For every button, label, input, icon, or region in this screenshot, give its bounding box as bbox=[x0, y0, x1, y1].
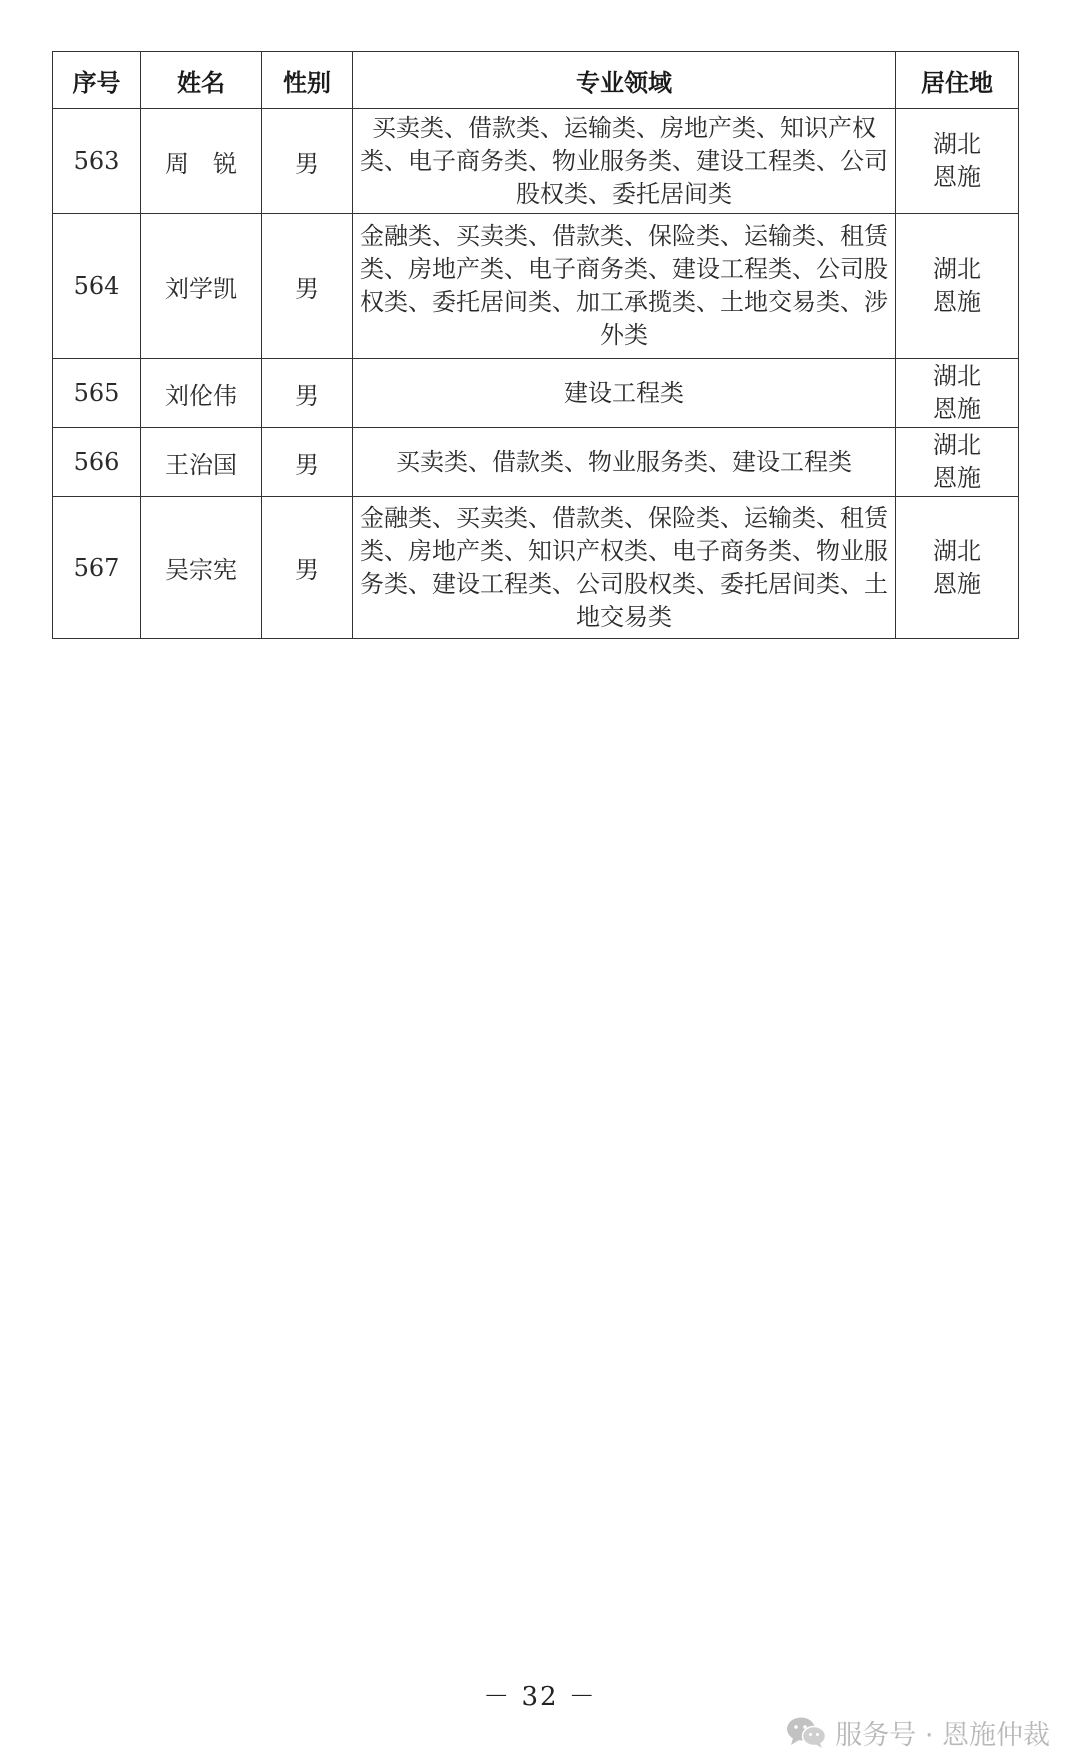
arbitrator-table bbox=[52, 51, 1019, 639]
table-row bbox=[53, 428, 1019, 497]
row-name: 刘学凯 bbox=[141, 214, 262, 359]
row-fields: 买卖类、借款类、运输类、房地产类、知识产权类、电子商务类、物业服务类、建设工程类、公司股权类、委托居间类 bbox=[353, 109, 896, 214]
residence-province: 湖北 bbox=[933, 536, 981, 565]
table-row bbox=[53, 359, 1019, 428]
row-number: 564 bbox=[53, 214, 141, 359]
row-fields: 金融类、买卖类、借款类、保险类、运输类、租赁类、房地产类、电子商务类、建设工程类、公司股权类、委托居间类、加工承揽类、土地交易类、涉外类 bbox=[353, 214, 896, 359]
row-name: 吴宗宪 bbox=[141, 497, 262, 639]
row-residence bbox=[896, 214, 1019, 359]
wechat-icon bbox=[785, 1715, 827, 1749]
header-residence: 居住地 bbox=[896, 52, 1019, 109]
row-number: 567 bbox=[53, 497, 141, 639]
row-name: 周 锐 bbox=[141, 109, 262, 214]
row-gender: 男 bbox=[262, 359, 353, 428]
row-gender: 男 bbox=[262, 497, 353, 639]
residence-city: 恩施 bbox=[933, 395, 981, 423]
table-row bbox=[53, 497, 1019, 639]
page-number: － 32 － bbox=[483, 1682, 597, 1712]
residence-province: 湖北 bbox=[933, 255, 981, 283]
watermark-text: 服务号 · 恩施仲裁 bbox=[835, 1719, 1050, 1751]
table-header-row bbox=[53, 52, 1019, 109]
residence-city: 恩施 bbox=[933, 464, 981, 492]
row-gender: 男 bbox=[262, 109, 353, 214]
row-residence bbox=[896, 497, 1019, 639]
residence-city: 恩施 bbox=[933, 288, 981, 316]
residence-city: 恩施 bbox=[933, 163, 981, 191]
row-gender: 男 bbox=[262, 428, 353, 497]
row-fields: 买卖类、借款类、物业服务类、建设工程类 bbox=[353, 428, 896, 497]
row-gender: 男 bbox=[262, 214, 353, 359]
table-row bbox=[53, 109, 1019, 214]
row-fields: 金融类、买卖类、借款类、保险类、运输类、租赁类、房地产类、知识产权类、电子商务类、物业服务类、建设工程类、公司股权类、委托居间类、土地交易类 bbox=[353, 497, 896, 639]
header-number: 序号 bbox=[53, 52, 141, 109]
row-number: 563 bbox=[53, 109, 141, 214]
residence-city: 恩施 bbox=[933, 569, 981, 598]
row-number: 566 bbox=[53, 428, 141, 497]
row-fields: 建设工程类 bbox=[353, 359, 896, 428]
row-number: 565 bbox=[53, 359, 141, 428]
header-field: 专业领域 bbox=[353, 52, 896, 109]
header-gender: 性别 bbox=[262, 52, 353, 109]
row-residence bbox=[896, 109, 1019, 214]
row-name: 刘伦伟 bbox=[141, 359, 262, 428]
table-row bbox=[53, 214, 1019, 359]
residence-province: 湖北 bbox=[933, 431, 981, 459]
row-name: 王治国 bbox=[141, 428, 262, 497]
residence-province: 湖北 bbox=[933, 362, 981, 390]
row-residence bbox=[896, 359, 1019, 428]
header-name: 姓名 bbox=[141, 52, 262, 109]
account-watermark bbox=[785, 1712, 1050, 1752]
residence-province: 湖北 bbox=[933, 130, 981, 158]
row-residence bbox=[896, 428, 1019, 497]
